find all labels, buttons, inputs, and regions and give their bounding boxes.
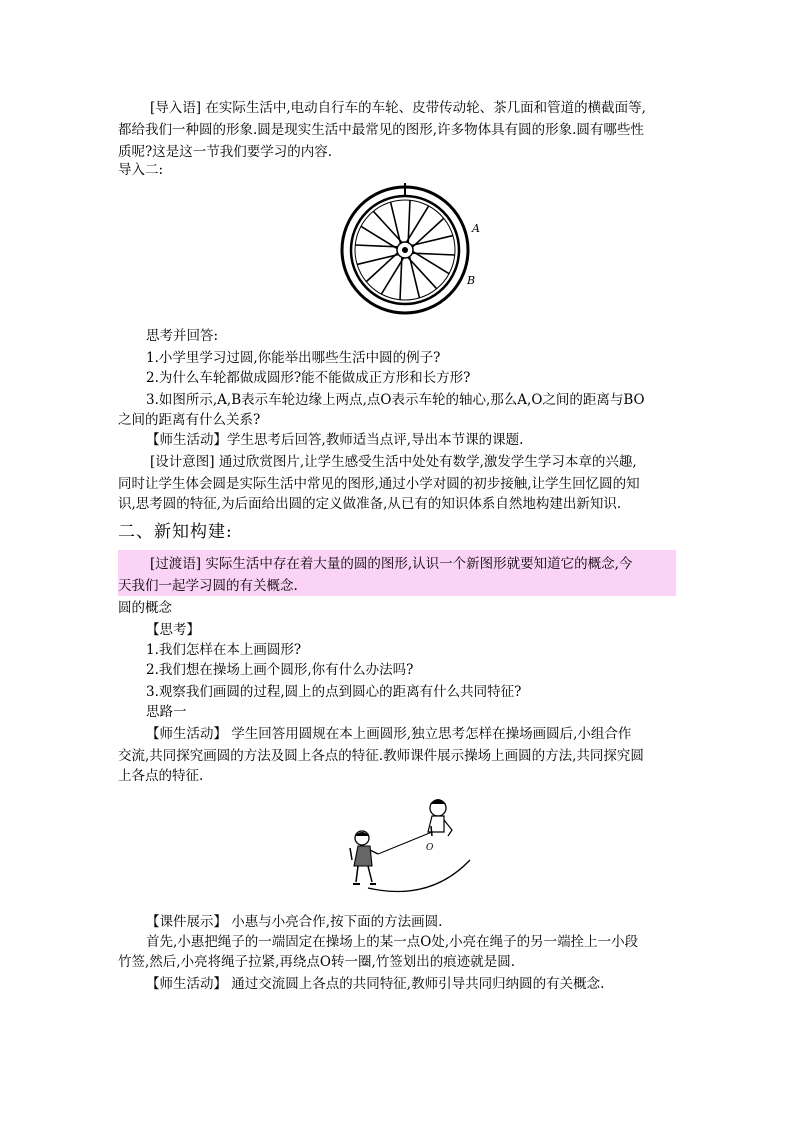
concept-question-2: 2.我们想在操场上画个圆形,你有什么办法吗? (146, 662, 414, 678)
idea-label: 思路一 (146, 704, 187, 720)
courseware-show: 【课件展示】 小惠与小亮合作,按下面的方法画圆. (146, 914, 443, 930)
concept-question-1: 1.我们怎样在本上画圆形? (146, 642, 302, 658)
point-a-label: A (472, 222, 480, 235)
think-title: 思考并回答: (146, 328, 219, 344)
section-heading: 二、新知构建: (118, 522, 233, 542)
courseware-para-line-2: 竹签,然后,小亮将绳子拉紧,再绕点O转一圈,竹签划出的痕迹就是圆. (118, 954, 516, 970)
intro-two-label: 导入二: (118, 162, 164, 178)
wheel-spoke (412, 236, 453, 246)
point-b-label: B (467, 274, 476, 287)
think-question-3-line-1: 3.如图所示,A,B表示车轮边缘上两点,点O表示车轮的轴心,那么A,O之间的距离与BO (146, 392, 645, 408)
wheel-spoke (391, 202, 401, 243)
activity-2-line-2: 交流,共同探究画圆的方法及圆上各点的特征.教师课件展示操场上画圆的方法,共同探究圆 (118, 748, 644, 764)
intro-line-2: 都给我们一种圆的形象.圆是现实生活中最常见的图形,许多物体具有圆的形象.圆有哪些性 (118, 122, 644, 138)
think-question-1: 1.小学里学习过圆,你能举出哪些生活中圆的例子? (146, 350, 441, 366)
teacher-activity-3: 【师生活动】 通过交流圆上各点的共同特征,教师引导共同归纳圆的有关概念. (146, 976, 605, 992)
courseware-para-line-1: 首先,小惠把绳子的一端固定在操场上的某一点O处,小亮在绳子的另一端拴上一小段 (146, 934, 639, 950)
think-question-2: 2.为什么车轮都做成圆形?能不能做成正方形和长方形? (146, 370, 471, 386)
wheel-spoke (408, 258, 436, 289)
intro-line-3: 质呢?这是这一节我们要学习的内容. (118, 144, 333, 160)
think-label: 【思考】 (146, 622, 200, 638)
transition-line-1: [过渡语] 实际生活中存在着大量的圆的图形,认识一个新图形就要知道它的概念,今 (150, 556, 633, 572)
wheel-spoke (413, 218, 444, 246)
think-question-3-line-2: 之间的距离有什么关系? (118, 412, 261, 428)
wheel-illustration (330, 180, 490, 315)
design-intent-line-3: 识,思考圆的特征,为后面给出圆的定义做准备,从已有的知识体系自然地构建出新知识. (118, 496, 622, 512)
concept-question-3: 3.观察我们画圆的过程,圆上的点到圆心的距离有什么共同特征? (146, 684, 522, 700)
intro-line-1: [导入语] 在实际生活中,电动自行车的车轮、皮带传动轮、茶几面和管道的横截面等, (150, 100, 646, 116)
kids-drawing-circle-illustration (340, 790, 480, 900)
wheel-spoke (373, 211, 401, 242)
activity-2-line-1: 【师生活动】 学生回答用圆规在本上画圆形,独立思考怎样在操场画圆后,小组合作 (146, 726, 632, 742)
design-intent-line-2: 同时让学生体会圆是实际生活中常见的图形,通过小学对圆的初步接触,让学生回忆圆的知 (118, 476, 640, 492)
activity-2-line-3: 上各点的特征. (118, 768, 204, 784)
wheel-spoke (357, 255, 398, 265)
wheel-spoke (366, 253, 397, 281)
center-o-label: O (426, 843, 434, 853)
transition-line-2: 天我们一起学习圆的有关概念. (118, 578, 298, 594)
design-intent-line-1: [设计意图] 通过欣赏图片,让学生感受生活中处处有数学,激发学生学习本章的兴趣, (150, 454, 637, 470)
teacher-activity-1: 【师生活动】学生思考后回答,教师适当点评,导出本节课的课题. (146, 432, 524, 448)
concept-title: 圆的概念 (118, 600, 172, 616)
wheel-spoke (410, 257, 420, 298)
